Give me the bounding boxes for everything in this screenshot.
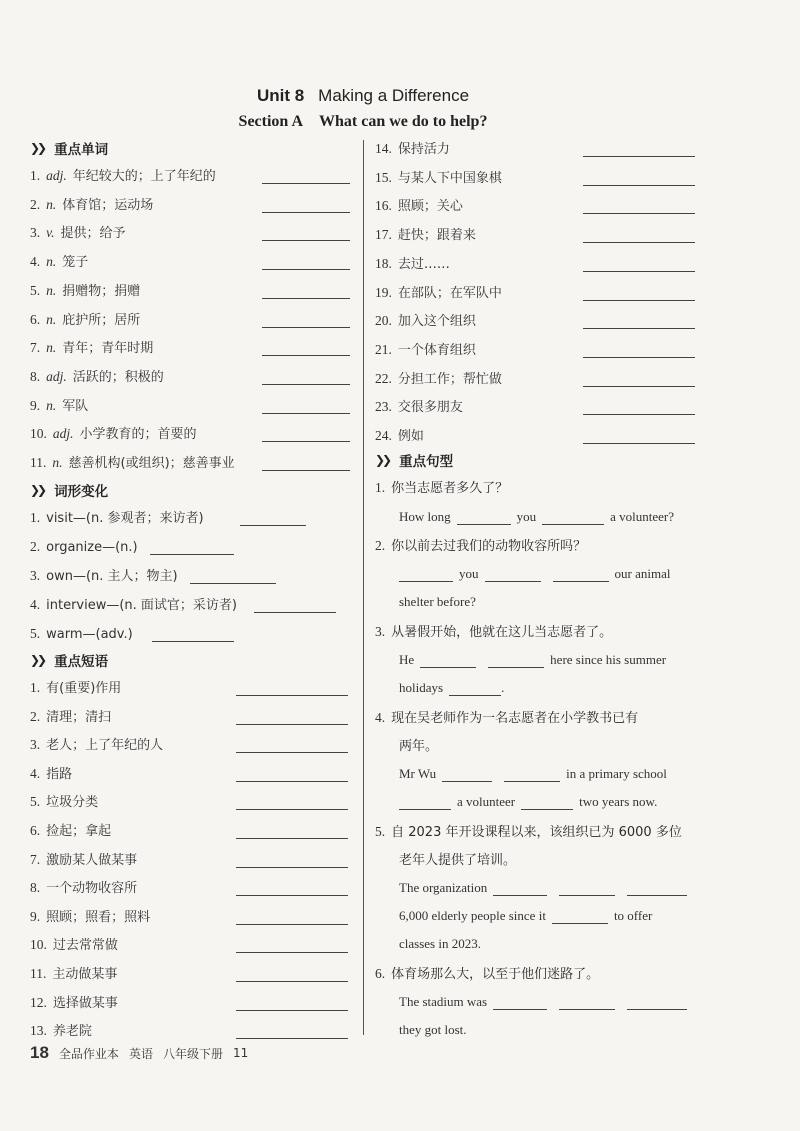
sentence-5-en: The organization — [399, 876, 687, 896]
item-text: visit—(n. 参观者；来访者) — [46, 511, 204, 526]
item-text: 活跃的；积极的 — [72, 369, 164, 385]
answer-blank[interactable] — [583, 328, 695, 329]
sentences-heading: ❯❯ 重点句型 — [375, 453, 454, 470]
phrase-item — [375, 166, 705, 186]
item-text: interview—(n. 面试官；采访者) — [46, 598, 237, 613]
phrase-item — [375, 281, 705, 301]
answer-blank[interactable] — [152, 641, 234, 642]
answer-blank[interactable] — [262, 413, 350, 414]
item-text: 捡起；拿起 — [46, 824, 112, 839]
item-number: 5. — [30, 282, 41, 298]
answer-blank[interactable] — [493, 881, 547, 896]
item-text: 赶快；跟着来 — [397, 228, 476, 244]
word-form-item — [30, 506, 360, 526]
subject: 英语 — [128, 1046, 153, 1061]
item-text: 小学教育的；首要的 — [79, 427, 197, 443]
item-number: 19. — [375, 284, 392, 300]
item-number: 4. — [30, 254, 41, 270]
item-number: 8. — [30, 880, 41, 896]
word-form-item — [30, 564, 360, 584]
vocab-item — [30, 250, 360, 270]
item-number: 15. — [375, 169, 392, 185]
item-number: 9. — [30, 908, 41, 924]
sentence-1-en: How long you a volunteer? — [399, 509, 675, 524]
double-chevron-icon: ❯❯ — [30, 483, 45, 497]
answer-blank[interactable] — [542, 510, 604, 525]
answer-blank[interactable] — [583, 185, 695, 186]
item-text: 与某人下中国象棋 — [397, 170, 502, 186]
item-number: 18. — [375, 255, 392, 271]
item-text: 庇护所；居所 — [62, 312, 141, 328]
answer-blank[interactable] — [236, 924, 348, 925]
vocab-item — [30, 422, 360, 442]
part-of-speech: adj. — [52, 426, 74, 442]
answer-blank[interactable] — [262, 269, 350, 270]
phrase-item — [375, 395, 705, 415]
sentence-2-en: you our animal — [399, 562, 670, 582]
section-title — [0, 113, 726, 131]
footer-code: 11 — [232, 1046, 249, 1060]
unit-number: Unit 8 — [256, 86, 305, 105]
answer-blank[interactable] — [420, 653, 476, 668]
part-of-speech: n. — [52, 455, 63, 470]
answer-blank[interactable] — [504, 767, 560, 782]
part-of-speech: n. — [46, 196, 57, 212]
answer-blank[interactable] — [262, 183, 350, 184]
grade: 八年级下册 — [162, 1046, 223, 1061]
phrase-item — [30, 1019, 360, 1039]
phrase-item — [375, 367, 705, 387]
item-number: 1. — [30, 680, 41, 695]
item-text: organize—(n.) — [46, 540, 138, 555]
sentence-5-en-cont2: classes in 2023. — [399, 936, 481, 951]
answer-blank[interactable] — [552, 909, 608, 924]
item-number: 16. — [375, 198, 392, 214]
answer-blank[interactable] — [583, 271, 695, 272]
item-number: 5. — [30, 626, 41, 641]
phrase-item — [30, 962, 360, 982]
item-number: 12. — [30, 994, 47, 1010]
answer-blank[interactable] — [262, 212, 350, 213]
answer-blank[interactable] — [627, 995, 687, 1010]
item-text: 选择做某事 — [52, 995, 118, 1011]
answer-blank[interactable] — [236, 867, 348, 868]
answer-blank[interactable] — [583, 156, 695, 157]
item-text: 照顾；照看；照料 — [46, 909, 151, 925]
section-label: Section A — [238, 113, 303, 130]
answer-blank[interactable] — [442, 767, 492, 782]
part-of-speech: n. — [46, 311, 57, 327]
answer-blank[interactable] — [583, 414, 695, 415]
item-text: 养老院 — [52, 1024, 92, 1040]
item-number: 3. — [30, 568, 41, 583]
phrase-item — [30, 705, 360, 725]
vocab-item — [30, 193, 360, 213]
item-text: 笼子 — [62, 255, 89, 271]
item-text: warm—(adv.) — [46, 627, 133, 642]
item-number: 11. — [30, 966, 47, 981]
item-number: 4. — [30, 597, 41, 612]
answer-blank[interactable] — [583, 357, 695, 358]
double-chevron-icon: ❯❯ — [30, 141, 45, 155]
answer-blank[interactable] — [262, 355, 350, 356]
answer-blank[interactable] — [236, 895, 348, 896]
phrase-item — [375, 194, 705, 214]
item-text: 垃圾分类 — [46, 795, 99, 811]
item-text: 军队 — [62, 398, 89, 414]
item-text: 清理；清扫 — [46, 709, 112, 725]
answer-blank[interactable] — [399, 567, 453, 582]
answer-blank[interactable] — [240, 525, 306, 526]
answer-blank[interactable] — [485, 567, 541, 582]
item-text: 体育馆；运动场 — [62, 197, 154, 213]
answer-blank[interactable] — [262, 240, 350, 241]
item-number: 17. — [375, 227, 392, 243]
vocab-item — [30, 451, 360, 471]
section-name: What can we do to help? — [319, 113, 488, 130]
sentence-3-en: He here since his summer — [399, 652, 667, 667]
answer-blank[interactable] — [236, 724, 348, 725]
part-of-speech: n. — [46, 340, 57, 356]
phrase-item — [30, 848, 360, 868]
item-number: 20. — [375, 313, 392, 329]
item-text: 老人；上了年纪的人 — [46, 738, 164, 754]
item-number: 24. — [375, 428, 392, 443]
part-of-speech: n. — [46, 282, 57, 298]
phrase-item — [375, 223, 705, 243]
item-number: 3. — [30, 225, 41, 241]
item-number: 1. — [30, 168, 41, 183]
phrase-item — [375, 137, 705, 157]
item-text: 一个动物收容所 — [46, 881, 138, 897]
vocab-heading: ❯❯ 重点单词 — [30, 141, 109, 158]
phrase-item — [30, 991, 360, 1011]
item-number: 5. — [30, 794, 41, 810]
page-footer — [30, 1043, 248, 1063]
part-of-speech: n. — [46, 397, 57, 413]
answer-blank[interactable] — [493, 995, 547, 1010]
item-text: own—(n. 主人；物主) — [46, 569, 178, 584]
phrase-item — [375, 424, 705, 444]
item-text: 激励某人做某事 — [46, 852, 138, 868]
sentence-5-en-cont: 6,000 elderly people since it to offer — [399, 908, 653, 923]
item-text: 保持活力 — [397, 142, 450, 157]
answer-blank[interactable] — [236, 809, 348, 810]
phrase-item — [30, 790, 360, 810]
item-number: 22. — [375, 370, 392, 386]
item-number: 6. — [30, 311, 41, 327]
answer-blank[interactable] — [262, 470, 350, 471]
answer-blank[interactable] — [553, 567, 609, 582]
item-number: 23. — [375, 399, 392, 415]
item-text: 年纪较大的；上了年纪的 — [72, 169, 216, 184]
vocab-item — [30, 164, 360, 184]
answer-blank[interactable] — [262, 298, 350, 299]
item-number: 7. — [30, 340, 41, 356]
answer-blank[interactable] — [236, 1010, 348, 1011]
answer-blank[interactable] — [236, 952, 348, 953]
answer-blank[interactable] — [583, 300, 695, 301]
word-form-item — [30, 593, 360, 613]
phrase-item — [30, 676, 360, 696]
item-number: 21. — [375, 341, 392, 357]
item-text: 一个体育组织 — [397, 342, 476, 358]
answer-blank[interactable] — [583, 213, 695, 214]
sentence-2-cn: 2. 你以前去过我们的动物收容所吗？ — [375, 538, 587, 554]
vocab-item — [30, 279, 360, 299]
phrase-item — [375, 309, 705, 329]
phrase-item — [30, 819, 360, 839]
answer-blank[interactable] — [627, 881, 687, 896]
book-name: 全品作业本 — [58, 1046, 119, 1061]
phrase-item — [30, 762, 360, 782]
item-text: 去过…… — [397, 256, 450, 272]
part-of-speech: adj. — [46, 368, 67, 384]
unit-name: Making a Difference — [318, 86, 470, 105]
item-number: 11. — [30, 455, 47, 470]
word-form-item — [30, 535, 360, 555]
vocab-item — [30, 394, 360, 414]
item-text: 例如 — [397, 429, 424, 444]
item-number: 2. — [30, 196, 41, 212]
part-of-speech: v. — [46, 225, 55, 241]
answer-blank[interactable] — [488, 653, 544, 668]
answer-blank[interactable] — [559, 995, 615, 1010]
unit-title — [0, 86, 726, 106]
item-text: 有(重要)作用 — [46, 681, 122, 696]
answer-blank[interactable] — [583, 242, 695, 243]
phrases-heading: ❯❯ 重点短语 — [30, 653, 109, 670]
item-number: 10. — [30, 426, 47, 442]
forms-heading: ❯❯ 词形变化 — [30, 483, 109, 500]
item-number: 2. — [30, 708, 41, 724]
double-chevron-icon: ❯❯ — [375, 453, 390, 467]
item-number: 4. — [30, 765, 41, 781]
sentence-3-en-cont: holidays . — [399, 680, 505, 695]
answer-blank[interactable] — [457, 510, 511, 525]
answer-blank[interactable] — [449, 681, 501, 696]
sentence-1-cn: 1. 你当志愿者多久了？ — [375, 480, 509, 496]
item-text: 交很多朋友 — [397, 400, 463, 416]
answer-blank[interactable] — [236, 695, 348, 696]
sentence-5-cn-cont: 老年人提供了培训。 — [399, 853, 517, 868]
item-number: 8. — [30, 368, 41, 384]
vocab-item — [30, 308, 360, 328]
sentence-4-cn-cont: 两年。 — [399, 739, 439, 754]
column-divider — [363, 140, 364, 1035]
sentence-3-cn: 3. 从暑假开始，他就在这儿当志愿者了。 — [375, 624, 613, 640]
item-text: 慈善机构(或组织)；慈善事业 — [68, 456, 235, 471]
item-text: 分担工作；帮忙做 — [397, 371, 502, 387]
item-number: 3. — [30, 737, 41, 753]
phrase-item — [30, 933, 360, 953]
answer-blank[interactable] — [262, 327, 350, 328]
item-number: 9. — [30, 397, 41, 413]
sentence-6-en-cont: they got lost. — [399, 1022, 467, 1037]
answer-blank[interactable] — [262, 384, 350, 385]
answer-blank[interactable] — [190, 583, 276, 584]
item-number: 1. — [30, 510, 41, 525]
answer-blank[interactable] — [236, 981, 348, 982]
answer-blank[interactable] — [236, 1038, 348, 1039]
sentence-2-en-cont: shelter before? — [399, 594, 476, 609]
item-text: 捐赠物；捐赠 — [62, 283, 141, 299]
sentence-6-cn: 6. 体育场那么大，以至于他们迷路了。 — [375, 966, 600, 982]
phrase-item — [30, 733, 360, 753]
double-chevron-icon: ❯❯ — [30, 653, 45, 667]
answer-blank[interactable] — [262, 441, 350, 442]
item-number: 7. — [30, 851, 41, 867]
item-number: 10. — [30, 937, 47, 953]
item-text: 照顾；关心 — [397, 199, 463, 215]
phrase-item — [375, 252, 705, 272]
answer-blank[interactable] — [254, 612, 336, 613]
item-text: 主动做某事 — [52, 967, 118, 982]
answer-blank[interactable] — [236, 752, 348, 753]
item-text: 在部队；在军队中 — [397, 285, 502, 301]
phrase-item — [375, 338, 705, 358]
part-of-speech: n. — [46, 254, 57, 270]
item-number: 13. — [30, 1023, 47, 1039]
vocab-item — [30, 221, 360, 241]
sentence-4-en: Mr Wu in a primary school — [399, 766, 667, 781]
sentence-4-cn: 4. 现在吴老师作为一名志愿者在小学教书已有 — [375, 710, 639, 726]
phrase-item — [30, 876, 360, 896]
answer-blank[interactable] — [583, 443, 695, 444]
answer-blank[interactable] — [399, 795, 451, 810]
vocab-item — [30, 365, 360, 385]
item-number: 14. — [375, 141, 392, 156]
answer-blank[interactable] — [236, 781, 348, 782]
part-of-speech: adj. — [46, 168, 67, 183]
item-text: 青年；青年时期 — [62, 341, 154, 357]
sentence-6-en: The stadium was — [399, 990, 687, 1010]
page-number: 18 — [30, 1043, 49, 1062]
answer-blank[interactable] — [521, 795, 573, 810]
answer-blank[interactable] — [559, 881, 615, 896]
item-text: 提供；给予 — [60, 226, 126, 242]
word-form-item — [30, 622, 360, 642]
answer-blank[interactable] — [236, 838, 348, 839]
item-text: 指路 — [46, 766, 73, 782]
answer-blank[interactable] — [583, 386, 695, 387]
item-text: 加入这个组织 — [397, 314, 476, 330]
answer-blank[interactable] — [150, 554, 234, 555]
item-text: 过去常常做 — [52, 938, 118, 954]
sentence-4-en-cont: a volunteer two years now. — [399, 790, 657, 810]
item-number: 2. — [30, 539, 41, 554]
phrase-item — [30, 905, 360, 925]
item-number: 6. — [30, 823, 41, 838]
sentence-5-cn: 5. 自 2023 年开设课程以来，该组织已为 6000 多位 — [375, 824, 682, 840]
vocab-item — [30, 336, 360, 356]
